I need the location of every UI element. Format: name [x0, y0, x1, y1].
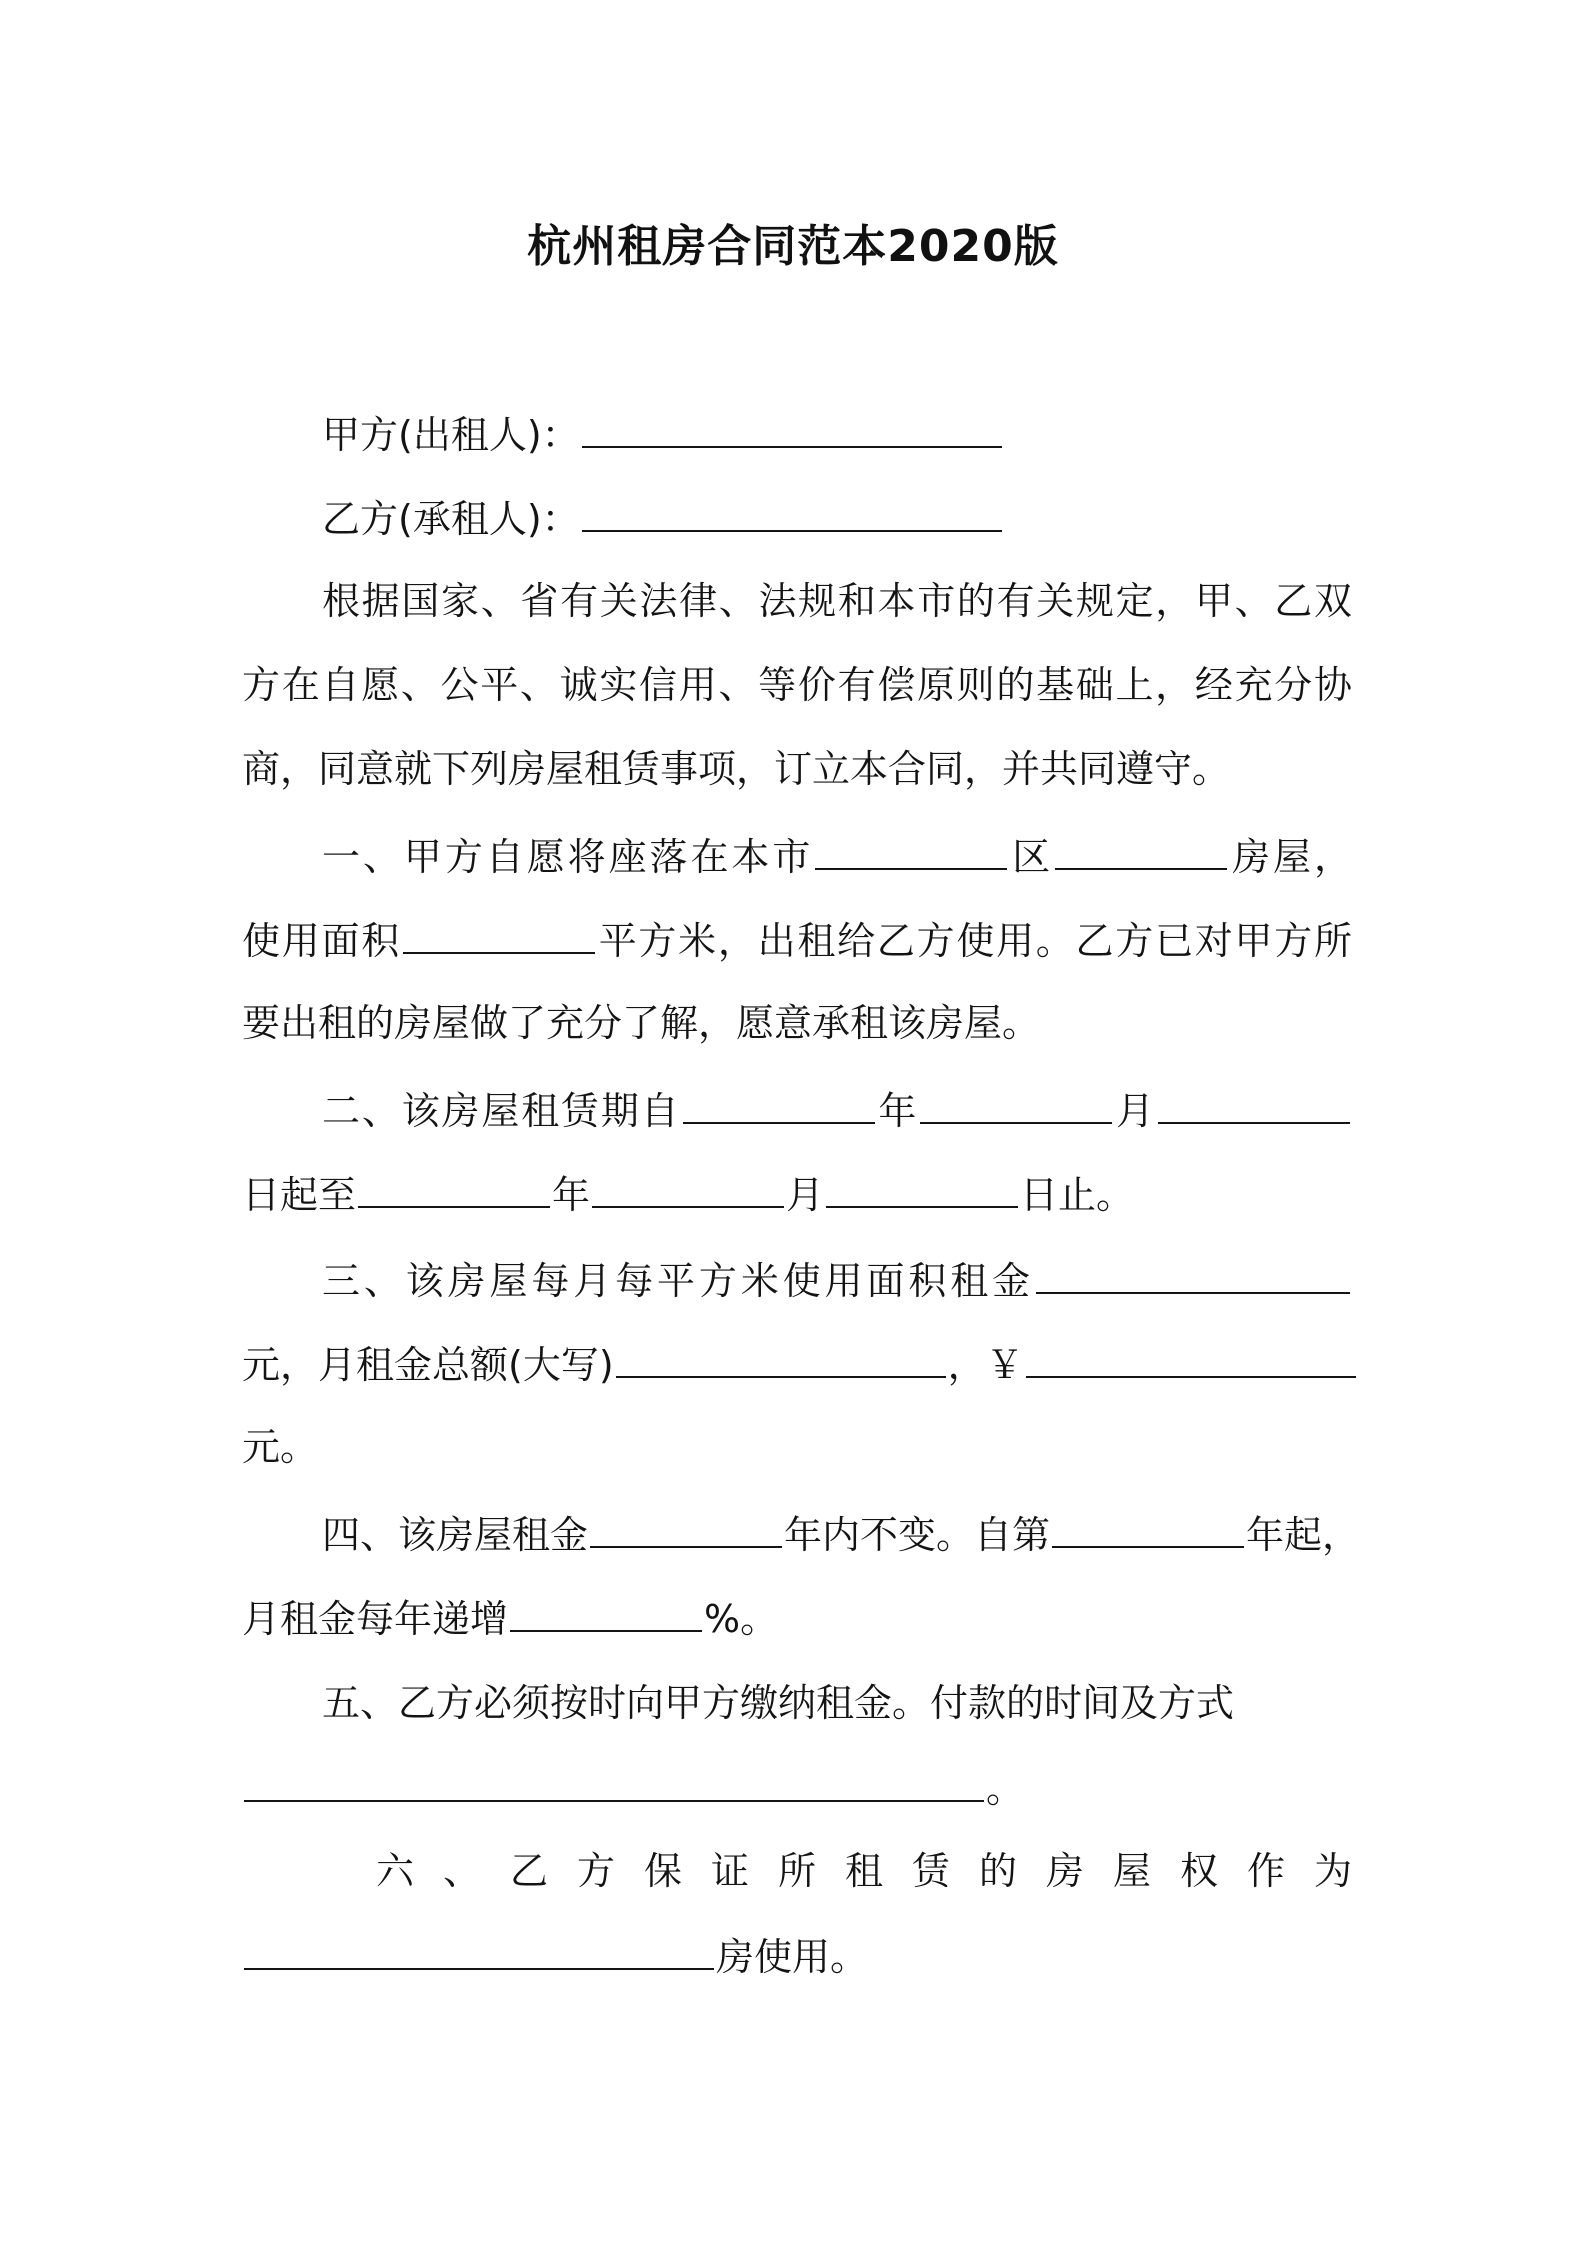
party-a-label: 甲方(出租人)：: [322, 413, 580, 457]
clause-4-text-c: 年起，: [1246, 1513, 1361, 1557]
party-a-blank[interactable]: [582, 406, 1002, 448]
preamble-line-2: 方在自愿、公平、诚实信用、等价有偿原则的基础上，经充分协: [242, 663, 1352, 707]
clause-6-line-2: [242, 1928, 1352, 1984]
clause-2-start-day-blank[interactable]: [1158, 1082, 1350, 1124]
party-b-line: [322, 490, 1352, 546]
party-b-label: 乙方(承租人)：: [322, 497, 580, 541]
document-title: 杭州租房合同范本2020版: [527, 221, 1059, 272]
clause-3-line-3: 元。: [242, 1425, 319, 1469]
clause-2-line-1: [322, 1082, 1352, 1138]
clause-3-text-b: 元，月租金总额(大写): [242, 1343, 614, 1387]
clause-4-text-a: 四、该房屋租金: [322, 1513, 589, 1557]
clause-1-city-blank[interactable]: [815, 828, 1007, 870]
clause-2-text-f: 月: [786, 1173, 825, 1217]
clause-1-text-c: 房屋，: [1229, 835, 1352, 879]
clause-6-line-1: 六、乙方保证所租赁的房屋权作为: [376, 1849, 1352, 1893]
clause-5-text-b: 。: [986, 1767, 1025, 1811]
clause-3-unit-rent-blank[interactable]: [1036, 1252, 1350, 1294]
clause-1-text-b: 区: [1009, 835, 1054, 879]
party-b-blank[interactable]: [582, 490, 1002, 532]
clause-3-total-words-blank[interactable]: [616, 1336, 946, 1378]
clause-4-years-blank[interactable]: [590, 1506, 782, 1548]
clause-2-start-year-blank[interactable]: [683, 1082, 875, 1124]
clause-2-text-g: 日止。: [1020, 1173, 1135, 1217]
clause-1-text-e: 平方米，出租给乙方使用。乙方已对甲方所: [596, 919, 1352, 963]
clause-4-text-b: 年内不变。自第: [784, 1513, 1051, 1557]
clause-4-text-d: 月租金每年递增: [242, 1597, 509, 1641]
clause-4-increase-blank[interactable]: [510, 1590, 702, 1632]
clause-2-text-d: 日起至: [242, 1173, 357, 1217]
clause-1-line-2: [242, 912, 1352, 968]
clause-2-end-month-blank[interactable]: [592, 1166, 784, 1208]
clause-1-line-1: [322, 828, 1352, 884]
clause-2-text-c: 月: [1114, 1089, 1156, 1133]
clause-4-line-2: [242, 1590, 1352, 1646]
clause-1-text-a: 一、甲方自愿将座落在本市: [322, 835, 814, 879]
clause-6-text-b: 房使用。: [716, 1935, 869, 1979]
clause-4-line-1: [322, 1506, 1361, 1562]
clause-4-start-year-blank[interactable]: [1052, 1506, 1244, 1548]
clause-5-line-1: 五、乙方必须按时向甲方缴纳租金。付款的时间及方式: [322, 1681, 1235, 1725]
clause-1-text-d: 使用面积: [242, 919, 401, 963]
clause-1-district-blank[interactable]: [1055, 828, 1227, 870]
clause-2-end-year-blank[interactable]: [358, 1166, 550, 1208]
clause-1-area-blank[interactable]: [403, 912, 595, 954]
clause-3-text-c: ，￥: [947, 1343, 1024, 1387]
clause-2-end-day-blank[interactable]: [826, 1166, 1018, 1208]
clause-6-usage-blank[interactable]: [244, 1928, 714, 1970]
clause-1-line-3: 要出租的房屋做了充分了解，愿意承租该房屋。: [242, 1001, 1041, 1045]
clause-2-start-month-blank[interactable]: [920, 1082, 1112, 1124]
clause-3-line-1: [322, 1252, 1352, 1308]
clause-3-line-2: [242, 1336, 1352, 1392]
clause-2-text-b: 年: [876, 1089, 919, 1133]
clause-2-text-a: 二、该房屋租赁期自: [322, 1089, 681, 1133]
preamble-line-1: 根据国家、省有关法律、法规和本市的有关规定，甲、乙双: [322, 579, 1352, 623]
preamble-line-3: 商，同意就下列房屋租赁事项，订立本合同，并共同遵守。: [242, 747, 1231, 791]
clause-3-text-a: 三、该房屋每月每平方米使用面积租金: [322, 1259, 1034, 1303]
clause-5-payment-blank[interactable]: [244, 1760, 984, 1802]
party-a-line: [322, 406, 1352, 462]
clause-5-line-2: [242, 1760, 1352, 1816]
clause-3-total-amount-blank[interactable]: [1026, 1336, 1356, 1378]
clause-2-line-2: [242, 1166, 1352, 1222]
clause-4-text-e: %。: [704, 1597, 779, 1641]
clause-2-text-e: 年: [552, 1173, 591, 1217]
